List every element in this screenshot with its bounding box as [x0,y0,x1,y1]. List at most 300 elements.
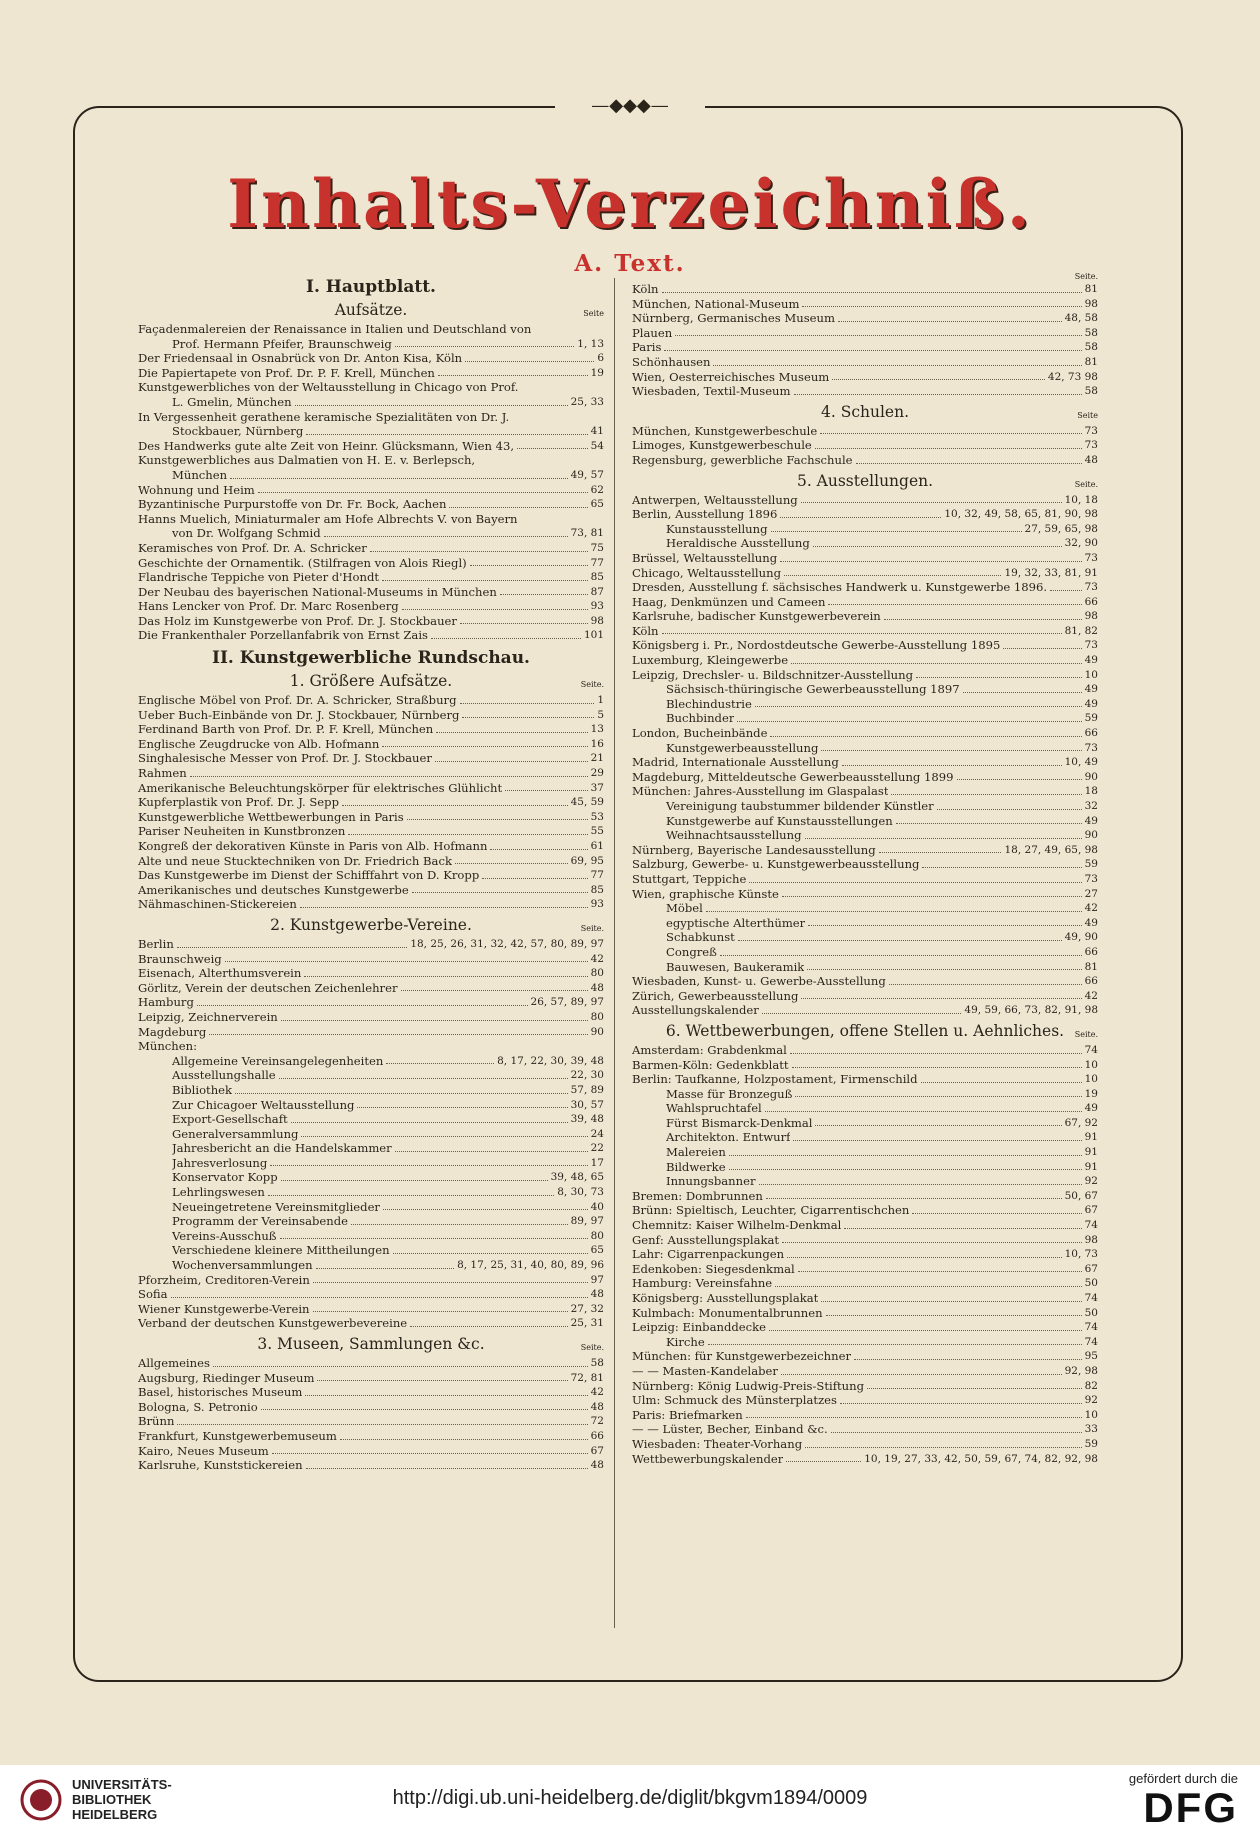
index-entry [138,1025,604,1040]
dot-leader [465,361,594,362]
dot-leader [300,907,588,908]
dot-leader [879,852,1002,853]
dot-leader [838,321,1062,322]
entry-text: Allgemeine Vereinsangelegenheiten [172,1053,384,1068]
entry-pages: 10 [1084,1058,1098,1071]
entry-text: Kongreß der dekorativen Künste in Paris von Alb. Hofmann [138,839,488,853]
index-entry [632,668,1098,683]
entry-text: Brünn [138,1414,175,1429]
entry-text: Nähmaschinen-Stickereien [138,897,297,912]
entry-text: Hamburg: Vereinsfahne [632,1276,773,1291]
entry-text: Genf: Ausstellungsplakat [632,1232,780,1247]
sponsor-block[interactable] [1129,1771,1238,1830]
entry-pages: 66 [1084,727,1098,740]
entry-text: Königsberg: Ausstellungsplakat [632,1291,819,1305]
entry-text: Nürnberg, Germanisches Museum [632,311,835,326]
index-entry [632,887,1098,902]
dot-leader [729,1169,1082,1170]
entry-pages: 1, 13 [577,337,604,350]
dot-leader [771,531,1022,532]
dot-leader [395,1151,588,1152]
index-subentry [632,1335,1098,1350]
index-subentry [632,828,1098,843]
index-entry [632,595,1098,610]
dot-leader [1050,590,1082,591]
dot-leader [713,365,1081,366]
entry-text: Köln [632,623,659,638]
entry-pages: 73 [1084,741,1098,754]
entry-pages: 66 [590,1429,604,1442]
entry-pages: 42 [590,1386,604,1399]
entry-text: Hanns Muelich, Miniaturmaler am Hofe Albrechts V. von Bayern [138,511,518,526]
dot-leader [490,849,587,850]
subsection-heading [632,1022,1098,1040]
entry-pages: 18, 27, 49, 65, 98 [1004,843,1098,856]
entry-text: Heraldische Ausstellung [666,536,810,551]
index-subentry [632,901,1098,916]
dot-leader [808,925,1081,926]
entry-pages: 49, 59, 66, 73, 82, 91, 98 [964,1004,1098,1017]
index-entry [632,551,1098,566]
entry-pages: 49 [1084,916,1098,929]
index-entry [138,854,604,869]
dot-leader [662,633,1062,634]
index-entry [138,585,604,600]
dot-leader [856,463,1082,464]
index-subentry [632,741,1098,756]
entry-pages: 58 [1084,341,1098,354]
index-subentry [632,930,1098,945]
index-entry [632,1349,1098,1364]
entry-text: Neueingetretene Vereinsmitglieder [172,1199,380,1214]
entry-pages: 65 [590,1244,604,1257]
entry-pages: 91 [1084,1131,1098,1144]
index-subentry [632,916,1098,931]
entry-text: Sofia [138,1287,168,1302]
entry-text: L. Gmelin, München [172,394,292,409]
dot-leader [781,1374,1062,1375]
entry-text: Dresden, Ausstellung f. sächsisches Handwerk u. Kunstgewerbe 1896. [632,580,1048,595]
entry-text: Sächsisch-thüringische Gewerbeausstellung 1897 [666,682,960,697]
section-heading: II. Kunstgewerbliche Rundschau. [212,648,530,669]
dot-leader [171,1297,588,1298]
entry-pages: 92 [1084,1175,1098,1188]
dot-leader [383,1209,588,1210]
entry-pages: 10, 18 [1064,493,1098,506]
library-name-line-2: BIBLIOTHEK [72,1792,152,1807]
entry-pages: 39, 48, 65 [550,1171,604,1184]
page-title: Inhalts-Verzeichniß. [227,165,1033,243]
entry-pages: 49 [1084,683,1098,696]
index-entry [138,995,604,1010]
entry-pages: 73 [1084,872,1098,885]
entry-pages: 27, 32 [570,1302,604,1315]
index-subentry [632,711,1098,726]
entry-pages: 74 [1084,1321,1098,1334]
entry-pages: 17 [590,1156,604,1169]
entry-pages: 74 [1084,1292,1098,1304]
dot-leader [370,551,588,552]
index-entry [632,755,1098,770]
entry-pages: 6 [597,352,604,365]
entry-pages: 72 [590,1415,604,1428]
dot-leader [775,1286,1081,1287]
dot-leader [706,911,1082,912]
entry-text: Fürst Bismarck-Denkmal [666,1115,813,1130]
dot-leader [281,1180,548,1181]
entry-pages: 61 [590,840,604,852]
entry-pages: 62 [590,483,604,496]
entry-text: Des Handwerks gute alte Zeit von Heinr. Glücksmann, Wien 43, [138,438,515,453]
index-entry [138,366,604,381]
dot-leader [230,478,568,479]
entry-pages: 93 [590,898,604,911]
dot-leader [802,306,1081,307]
source-url[interactable]: http://digi.ub.uni-heidelberg.de/diglit/bkgvm1894/0009 [392,1787,868,1809]
entry-pages: 97 [590,1273,604,1286]
index-subentry [138,1243,604,1258]
entry-pages: 73 [1084,551,1098,564]
dot-leader [922,867,1081,868]
entry-text: Luxemburg, Kleingewerbe [632,653,789,668]
entry-pages: 95 [1084,1350,1098,1363]
entry-pages: 48 [590,1459,604,1472]
index-entry [138,952,604,967]
entry-text: Ausstellungskalender [632,1003,759,1018]
entry-pages: 49 [1084,654,1098,667]
entry-text: Basel, historisches Museum [138,1385,303,1400]
entry-pages: 98 [1084,610,1098,623]
entry-text: Limoges, Kunstgewerbeschule [632,438,812,453]
dot-leader [301,1136,587,1137]
entry-text: Bildwerke [666,1159,726,1174]
subsection-title: 4. Schulen. [820,402,910,421]
entry-pages: 85 [590,883,604,896]
entry-text: Leipzig, Drechsler- u. Bildschnitzer-Ausstellung [632,667,914,682]
index-entry [632,424,1098,439]
dot-leader [826,1315,1082,1316]
entry-pages: 10 [1084,1073,1098,1086]
index-entry [632,1262,1098,1277]
index-subentry [138,1229,604,1244]
index-entry [632,843,1098,858]
index-entry [138,751,604,766]
entry-text: Paris [632,340,662,355]
index-subentry [138,1068,604,1083]
dot-leader [794,394,1082,395]
index-entry [632,638,1098,653]
entry-pages: 72, 81 [570,1371,604,1384]
dot-leader [412,892,588,893]
index-entry [138,1400,604,1415]
entry-text: Regensburg, gewerbliche Fachschule [632,452,853,467]
index-entry [138,1385,604,1400]
dot-leader [306,434,587,435]
entry-text: Ulm: Schmuck des Münsterplatzes [632,1393,837,1408]
dot-leader [787,1257,1062,1258]
dot-leader [410,1326,567,1327]
entry-text: Wochenversammlungen [172,1258,313,1273]
entry-pages: 58 [590,1357,604,1369]
dot-leader [807,969,1081,970]
dot-leader [793,1140,1081,1141]
entry-text: Kupferplastik von Prof. Dr. J. Sepp [138,795,340,810]
index-subentry [138,1112,604,1127]
dot-leader [213,1366,588,1367]
right-column [632,272,1098,1466]
entry-pages: 10, 19, 27, 33, 42, 50, 59, 67, 74, 82, 92, 98 [864,1452,1098,1465]
entry-pages: 87 [590,585,604,598]
entry-text: Brüssel, Weltausstellung [632,550,778,565]
entry-text: Keramisches von Prof. Dr. A. Schricker [138,540,367,555]
left-column [138,272,604,1473]
entry-text: Zur Chicagoer Weltausstellung [172,1097,355,1112]
entry-text: Generalversammlung [172,1126,299,1141]
index-entry [138,1287,604,1302]
dot-leader [842,765,1062,766]
dot-leader [821,750,1081,751]
entry-pages: 74 [1084,1043,1098,1056]
index-subentry [632,1174,1098,1189]
index-entry [632,1043,1098,1058]
dot-leader [798,1271,1082,1272]
index-entry [632,1393,1098,1408]
entry-text: Wohnung und Heim [138,482,255,497]
entry-pages: 19 [590,366,604,379]
dot-leader [891,794,1081,795]
entry-text: Kunstgewerbeausstellung [666,740,819,755]
dot-leader [746,1417,1082,1418]
index-entry [632,653,1098,668]
index-subentry [138,1054,604,1069]
entry-pages: 49, 90 [1064,931,1098,944]
subsection-heading [138,672,604,690]
entry-text: von Dr. Wolfgang Schmid [172,526,321,541]
entry-text: Lahr: Cigarrenpackungen [632,1247,785,1262]
index-subentry [138,1258,604,1273]
top-ornament: —◆◆◆— [555,93,705,119]
entry-pages: 98 [1084,297,1098,310]
dot-leader [306,1468,588,1469]
entry-text: Wien, Oesterreichisches Museum [632,369,830,384]
index-entry [138,380,604,395]
entry-text: Prof. Hermann Pfeifer, Braunschweig [172,336,392,351]
index-entry [632,784,1098,799]
entry-pages: 74 [1084,1335,1098,1348]
entry-pages: 33 [1084,1423,1098,1436]
dot-leader [197,1005,528,1006]
entry-text: Nürnberg: König Ludwig-Preis-Stiftung [632,1378,865,1393]
index-subentry [632,697,1098,712]
dot-leader [435,761,588,762]
entry-text: Schönhausen [632,354,711,369]
index-entry [138,1429,604,1444]
entry-text: Der Neubau des bayerischen National-Museums in München [138,584,497,599]
dot-leader [801,502,1062,503]
dot-leader [815,448,1082,449]
dot-leader [805,838,1082,839]
index-entry [632,1203,1098,1218]
dot-leader [281,1020,588,1021]
dot-leader [769,1330,1082,1331]
entry-text: Nürnberg, Bayerische Landesausstellung [632,842,876,857]
entry-text: Wiesbaden: Theater-Vorhang [632,1436,803,1451]
subsection-title: 2. Kunstgewerbe-Vereine. [270,915,472,934]
entry-pages: 18, 25, 26, 31, 32, 42, 57, 80, 89, 97 [410,937,604,950]
dot-leader [357,1107,567,1108]
index-entry [632,297,1098,312]
entry-pages: 65 [590,498,604,511]
index-entry [138,512,604,527]
entry-pages: 41 [590,425,604,438]
entry-pages: 92, 98 [1064,1364,1098,1377]
entry-text: Kunstgewerbliche Wettbewerbungen in Paris [138,809,404,824]
index-entry [138,937,604,952]
index-entry [138,693,604,708]
entry-text: Vereinigung taubstummer bildender Künstler [666,799,934,813]
entry-pages: 57, 89 [570,1083,604,1096]
dot-leader [305,1395,587,1396]
entry-text: Berlin: Taufkanne, Holzpostament, Firmenschild [632,1072,918,1087]
index-entry [632,453,1098,468]
index-entry [632,493,1098,508]
entry-pages: 25, 31 [570,1317,604,1330]
index-entry [138,1356,604,1371]
index-entry [632,566,1098,581]
subsection-title: 1. Größere Aufsätze. [289,672,453,691]
entry-pages: 93 [590,600,604,613]
index-entry [632,438,1098,453]
entry-pages: 42, 73 98 [1047,370,1098,383]
index-entry [632,282,1098,297]
dot-leader [791,663,1082,664]
index-entry [138,824,604,839]
entry-pages: 53 [590,810,604,823]
entry-pages: 48 [590,1288,604,1301]
entry-text: Congreß [666,944,717,959]
index-subentry [138,1083,604,1098]
index-entry [632,1058,1098,1073]
dot-leader [729,1155,1082,1156]
entry-text: Chicago, Weltausstellung [632,565,781,580]
index-entry [632,1408,1098,1423]
entry-pages: 29 [590,767,604,780]
dot-leader [382,580,588,581]
dot-leader [786,1461,861,1462]
entry-text: München, National-Museum [632,296,800,311]
entry-pages: 40 [590,1200,604,1213]
entry-text: München, Kunstgewerbeschule [632,423,818,438]
dot-leader [957,779,1082,780]
entry-text: Berlin, Ausstellung 1896 [632,507,778,522]
entry-text: Die Frankenthaler Porzellanfabrik von Ernst Zais [138,628,428,643]
entry-text: Kulmbach: Monumentalbrunnen [632,1305,823,1320]
entry-text: — — Lüster, Becher, Einband &c. [632,1422,828,1437]
dot-leader [762,1013,962,1014]
entry-text: Stockbauer, Nürnberg [172,424,304,439]
dot-leader [675,335,1081,336]
entry-text: Buchbinder [666,711,735,726]
index-subentry [632,536,1098,551]
entry-text: Englische Möbel von Prof. Dr. A. Schricker, Straßburg [138,693,457,708]
entry-text: Façadenmalereien der Renaissance in Italien und Deutschland von [138,322,532,336]
index-entry [632,355,1098,370]
dot-leader [470,565,588,566]
dot-leader [921,1082,1082,1083]
index-entry [632,580,1098,595]
dot-leader [828,604,1081,605]
dot-leader [766,1198,1062,1199]
entry-text: Das Kunstgewerbe im Dienst der Schifffahrt von D. Kropp [138,868,480,883]
dot-leader [431,638,581,639]
page-column-label: Seite [583,309,604,318]
entry-pages: 58 [1084,326,1098,339]
entry-text: Die Papiertapete von Prof. Dr. P. F. Krell, München [138,365,435,380]
index-entry-continuation [138,395,604,410]
index-entry [138,439,604,454]
dot-leader [782,1242,1082,1243]
index-entry [138,541,604,556]
dot-leader [407,819,588,820]
index-entry [632,1437,1098,1452]
dot-leader [261,1409,588,1410]
entry-pages: 39, 48 [570,1113,604,1126]
dot-leader [449,507,587,508]
index-entry [138,708,604,723]
dot-leader [177,947,408,948]
entry-text: Wettbewerbungskalender [632,1451,784,1466]
entry-text: Wiener Kunstgewerbe-Verein [138,1301,310,1316]
dfg-logo: DFG [1143,1784,1238,1831]
dot-leader [840,1403,1082,1404]
index-entry [138,614,604,629]
page-column-label: Seite. [580,1343,604,1352]
dot-leader [225,961,588,962]
entry-text: Karlsruhe, badischer Kunstgewerbeverein [632,609,881,624]
index-entry [138,410,604,425]
index-entry [632,1189,1098,1204]
entry-pages: 55 [590,825,604,838]
subsection-title: Aufsätze. [334,301,408,319]
index-entry [632,624,1098,639]
entry-text: Barmen-Köln: Gedenkblatt [632,1057,789,1072]
index-entry [138,1039,604,1054]
entry-text: Wiesbaden, Textil-Museum [632,384,791,399]
dot-leader [831,1432,1082,1433]
index-entry [632,1233,1098,1248]
dot-leader [272,1453,588,1454]
entry-text: Hans Lencker von Prof. Dr. Marc Rosenberg [138,599,399,614]
index-subentry [138,1141,604,1156]
entry-pages: 5 [597,708,604,721]
entry-pages: 67, 92 [1064,1116,1098,1129]
entry-text: Das Holz im Kunstgewerbe von Prof. Dr. J. Stockbauer [138,613,457,628]
dot-leader [963,692,1082,693]
entry-text: München: [138,1039,197,1054]
index-entry [632,1276,1098,1291]
entry-pages: 27 [1084,887,1098,900]
entry-pages: 67 [590,1444,604,1457]
entry-pages: 22 [590,1142,604,1155]
entry-pages: 48 [590,981,604,994]
entry-text: Jahresverlosung [172,1155,268,1170]
entry-pages: 75 [590,541,604,554]
dot-leader [313,1311,568,1312]
dot-leader [664,350,1081,351]
entry-pages: 48 [1084,453,1098,466]
index-entry [138,883,604,898]
index-entry [138,1010,604,1025]
